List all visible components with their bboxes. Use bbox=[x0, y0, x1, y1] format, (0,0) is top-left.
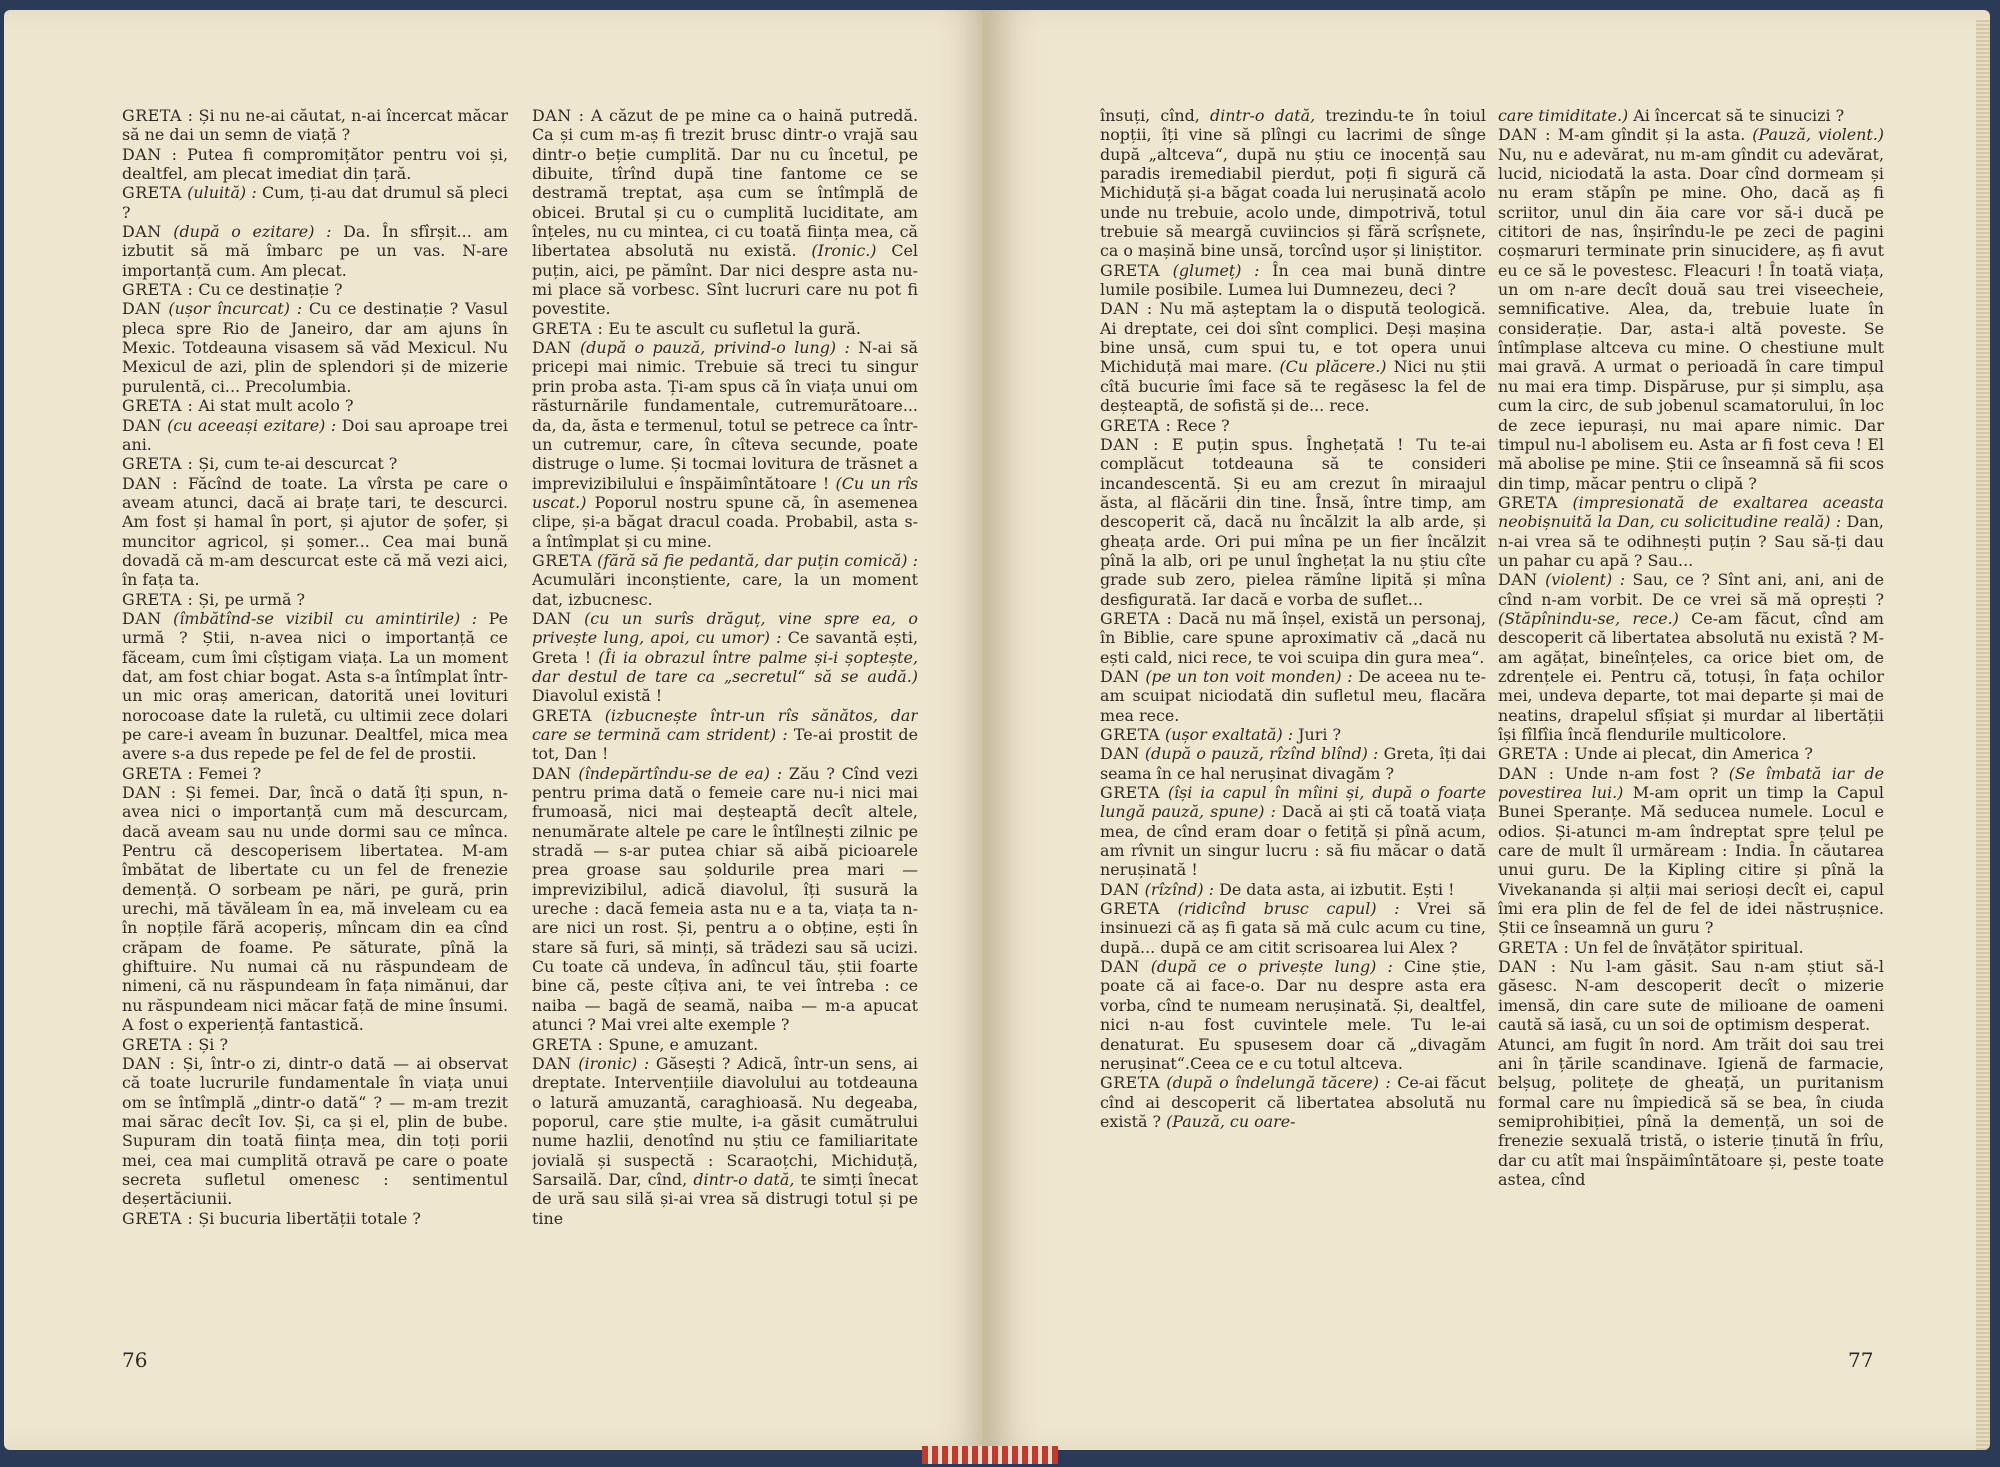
dialogue-paragraph bbox=[1498, 570, 1884, 744]
stage-direction: (ridicînd brusc capul) : bbox=[1159, 899, 1400, 919]
dialogue-text: Cu ce destinație ? Vasul pleca spre Rio de Janeiro, dar am ajuns în Mexic. Totdeauna visasem să văd Mexicul. Nu Mexicul de azi, plin de splendori și de mizerie purulentă, ci... Precolumbia. bbox=[122, 299, 508, 396]
speaker-name: DAN bbox=[122, 222, 162, 242]
dialogue-paragraph bbox=[532, 106, 918, 319]
speaker-name: DAN bbox=[532, 608, 572, 628]
dialogue-text: Și, pe urmă ? bbox=[193, 589, 306, 609]
dialogue-paragraph bbox=[122, 299, 508, 396]
stage-direction: (după ce o privește lung) : bbox=[1139, 957, 1393, 977]
stage-direction: (Ironic.) bbox=[796, 241, 877, 261]
text-column-4 bbox=[1498, 106, 1884, 1336]
speaker-name: GRETA : bbox=[1100, 415, 1172, 435]
dialogue-paragraph bbox=[1100, 725, 1486, 744]
stage-direction: (cu un surîs drăguț, vine spre ea, o privește lung, apoi, cu umor) : bbox=[532, 608, 918, 648]
dialogue-paragraph bbox=[122, 454, 508, 473]
dialogue-paragraph bbox=[1498, 957, 1884, 1034]
dialogue-text: Și bucuria libertății totale ? bbox=[193, 1208, 421, 1228]
speaker-name: DAN bbox=[532, 338, 572, 358]
dialogue-paragraph bbox=[122, 1035, 508, 1054]
dialogue-paragraph bbox=[122, 1209, 508, 1228]
stage-direction: (rîzînd) : bbox=[1139, 879, 1215, 899]
speaker-name: GRETA : bbox=[122, 589, 194, 609]
right-page bbox=[990, 10, 1990, 1450]
dialogue-text: Dacă nu mă înșel, există un personaj, în Biblie, care spune aproximativ că „dacă nu ești cald, nici rece, te voi scuipa din gura mea“. bbox=[1100, 608, 1486, 667]
dialogue-paragraph bbox=[1498, 1035, 1884, 1190]
dialogue-text: Spune, e amuzant. bbox=[603, 1034, 759, 1054]
stage-direction: (impresionată de exaltarea aceasta neobișnuită la Dan, cu solicitudine reală) : bbox=[1498, 492, 1884, 532]
dialogue-text: A căzut de pe mine ca o haină putredă. Ca și cum m-aș fi trezit brusc dintr-o vrajă sau dintr-o beție cumplită. Dar nu cu încetul, pe dibuite, tîrînd după tine fantome ce se destramă treptat, așa cum se întîmplă de obicei. Brutal și cu o cumplită luciditate, am înțeles, nu cu mintea, ci cu toată ființa mea, că libertatea absolută nu există. bbox=[532, 106, 918, 261]
dialogue-paragraph bbox=[532, 1054, 918, 1228]
speaker-name: GRETA : bbox=[122, 763, 194, 783]
dialogue-text: trezindu-te în toiul nopții, îți vine să plîngi cu lacrimi de sînge după „altceva“, după nu știu ce inocență sau paradis iremediabil pierdut, poți fi sigură că Michiduță și-a băgat coada lui nerușinată acolo unde nu trebuie, acolo unde, dimpotrivă, totul trebuie să meargă cuviincios și fără scrîșnete, ca o mașină bine unsă, torcînd ușor și liniștitor. bbox=[1100, 106, 1486, 261]
stage-direction: (Stăpînindu-se, rece.) bbox=[1498, 608, 1679, 628]
speaker-name: DAN bbox=[122, 415, 162, 435]
dialogue-text: Zău ? Cînd vezi pentru prima dată o femeie care nu-i nici mai frumoasă, nici mai deșteaptă decît altele, nenumărate altele pe care le întîlnești zilnic pe stradă — s-ar putea chiar să aibă picioarele prea groase sau șoldurile prea mari — imprevizibilul, adică diavolul, îți susură la ureche : dacă femeia asta nu e a ta, viața ta n-are nici un rost. Și, pentru a o obține, ești în stare să furi, să minți, să trădezi sau să ucizi. Cu toate că undeva, în adîncul tău, știi foarte bine că, peste cîțiva ani, te vei întreba : ce naiba — bagă de seamă, naiba — m-a apucat atunci ? Mai vrei alte exemple ? bbox=[532, 763, 918, 1035]
speaker-name: GRETA : bbox=[122, 1208, 194, 1228]
dialogue-paragraph bbox=[122, 145, 508, 184]
speaker-name: GRETA : bbox=[1498, 937, 1570, 957]
dialogue-text: M-am gîndit și la asta. bbox=[1550, 125, 1746, 145]
stage-direction: (Cu un rîs uscat.) bbox=[532, 473, 918, 512]
stage-direction: (pe un ton voit monden) : bbox=[1139, 666, 1353, 686]
dialogue-text: Vrei să insinuezi că aș fi gata să mă culc acum cu tine, după... după ce am citit scrisoarea lui Alex ? bbox=[1100, 899, 1486, 957]
dialogue-paragraph bbox=[1498, 744, 1884, 763]
stage-direction: (Se îmbată iar de povestirea lui.) bbox=[1498, 763, 1884, 803]
dialogue-paragraph bbox=[1498, 938, 1884, 957]
stage-direction: (își ia capul în mîini și, după o foarte lungă pauză, spune) : bbox=[1100, 783, 1486, 822]
speaker-name: DAN bbox=[532, 1053, 572, 1073]
speaker-name: DAN bbox=[1100, 957, 1140, 977]
dialogue-paragraph bbox=[1100, 957, 1486, 1073]
dialogue-text: Pe urmă ? Știi, n-avea nici o importanță ce făceam, cum îmi cîștigam viața. La un moment dat, am fost chiar bogat. Asta s-a întîmplat într-un mic oraș american, datorită unei lovituri norocoase date la ruletă, cu ultimii zece dolari pe care-i aveam în buzunar. Dealtfel, mica mea avere s-a dus repede pe fel de fel de prostii. bbox=[122, 608, 508, 764]
dialogue-paragraph bbox=[122, 280, 508, 299]
dialogue-paragraph bbox=[532, 319, 918, 338]
dialogue-text: Ce-ai făcut cînd ai descoperit că libertatea absolută nu există ? bbox=[1100, 1073, 1486, 1131]
dialogue-text: De data asta, ai izbutit. Ești ! bbox=[1214, 879, 1455, 899]
dialogue-text: Și, într-o zi, dintr-o dată — ai observat că toate lucrurile fundamentale în viața unui om se întîmplă „dintr-o dată“ ? — m-am trezit mai sărac decît Iov. Și, ca și el, plin de bube. Supuram din toată ființa mea, din toți porii mei, cea mai cumplită otravă pe care o poate secreta sufletul omenesc : sentimentul deșertăciunii. bbox=[122, 1053, 508, 1209]
dialogue-text: Greta, îți dai seama în ce hal nerușinat divagăm ? bbox=[1100, 744, 1486, 783]
dialogue-text: Unde n-am fost ? bbox=[1554, 763, 1719, 783]
page-number-right: 77 bbox=[1848, 1348, 1874, 1372]
dialogue-paragraph bbox=[122, 396, 508, 415]
dialogue-text: Doi sau aproape trei ani. bbox=[122, 415, 508, 454]
speaker-name: DAN : bbox=[532, 106, 585, 125]
dialogue-text: Eu te ascult cu sufletul la gură. bbox=[603, 318, 861, 338]
speaker-name: DAN bbox=[122, 299, 162, 319]
dialogue-text: Te-ai prostit de tot, Dan ! bbox=[532, 725, 918, 764]
dialogue-paragraph bbox=[122, 609, 508, 764]
dialogue-text: Rece ? bbox=[1171, 415, 1230, 435]
speaker-name: DAN : bbox=[122, 1053, 176, 1073]
stage-direction: (violent) : bbox=[1537, 570, 1626, 590]
dialogue-text: Ai stat mult acolo ? bbox=[193, 396, 354, 416]
stage-direction: (ușor încurcat) : bbox=[161, 299, 303, 319]
speaker-name: GRETA bbox=[1100, 899, 1160, 919]
stage-direction: (îmbătînd-se vizibil cu amintirile) : bbox=[161, 608, 478, 628]
dialogue-paragraph bbox=[122, 1054, 508, 1209]
speaker-name: GRETA bbox=[1100, 260, 1160, 280]
dialogue-paragraph bbox=[532, 1035, 918, 1054]
dialogue-paragraph bbox=[1100, 1073, 1486, 1131]
dialogue-text: E puțin spus. Înghețată ! Tu te-ai complăcut totdeauna să te consideri incandescentă. Și eu am crezut în miraajul ăsta, al flăcării din tine. Însă, între timp, am descoperit că, dacă nu încălzit la alb arde, și gheața arde. Ori pui mîna pe un fier încălzit pînă la alb, ori pe unul înghețat la nu știu cîte grade sub zero, pielea rămîne lipită și mîna desfigurată. Iar dacă e vorba de suflet... bbox=[1100, 434, 1486, 609]
speaker-name: GRETA : bbox=[1100, 608, 1173, 628]
dialogue-text: Dacă ai ști că toată viața mea, de cînd eram doar o fetiță și pînă acum, am rîvnit un singur lucru : să fiu măcar o dată nerușinată ! bbox=[1100, 802, 1486, 880]
stage-direction: dintr-o dată, bbox=[1199, 106, 1316, 125]
stage-direction: (Pauză, cu oare- bbox=[1161, 1111, 1296, 1131]
dialogue-text: Cine știe, poate că ai face-o. Dar nu despre asta era vorba, cînd te numeam nerușinată. Și, dealtfel, nici n-au fost cuvintele mele. Tu le-ai denaturat. Eu spusesem doar că „divagăm nerușinat“.Ceea ce e cu totul altceva. bbox=[1100, 957, 1486, 1073]
dialogue-text: Cum, ți-au dat drumul să pleci ? bbox=[122, 183, 508, 222]
dialogue-text: Nu mă așteptam la o dispută teologică. Ai dreptate, cei doi sînt complici. Deși mașina bine unsă, cum spui tu, e tot opera unui Michiduță mai mare. bbox=[1100, 299, 1486, 377]
dialogue-paragraph bbox=[122, 783, 508, 1034]
dialogue-text: Un fel de învățător spiritual. bbox=[1569, 937, 1804, 957]
dialogue-text: Și, cum te-ai descurcat ? bbox=[193, 454, 398, 474]
dialogue-paragraph bbox=[1498, 493, 1884, 570]
dialogue-text: Dan, n-ai vrea să te odihnești puțin ? Sau să-ți dau un pahar cu apă ? Sau... bbox=[1498, 512, 1884, 570]
stage-direction: (uluită) : bbox=[181, 183, 257, 203]
speaker-name: DAN bbox=[1100, 744, 1140, 764]
dialogue-paragraph bbox=[1498, 764, 1884, 938]
dialogue-text: Nu, nu e adevărat, nu m-am gîndit cu adevărat, lucid, niciodată la asta. Doar cînd dormeam și nu eram stăpîn pe mine. Oho, dacă aș fi scriitor, unul din ăia care vor să-i ducă pe cititori de nas, înșirîndu-le pe zeci de pagini coșmaruri terminate prin sinucidere, aș fi avut eu ce să le povestesc. Fleacuri ! În toată viața, un om n-are decît două sau trei viseecheie, semnificative. Alea, da, trebuie luate în considerație. Dar, asta-i altă poveste. Se întîmplase altceva cu mine. O chestiune mult mai gravă. A urmat o perioadă în care timpul nu mai era timp. Dispăruse, pur și simplu, așa cum la circ, de sub jobenul scamatorului, în loc de zece iepurași, nu mai apare nimic. Dar timpul nu-l abolisem eu. Asta ar fi fost ceva ! El mă abolise pe mine. Știi ce înseamnă să fii scos din timp, măcar pentru o clipă ? bbox=[1498, 144, 1884, 493]
dialogue-text: Găsești ? Adică, într-un sens, ai dreptate. Intervențiile diavolului au totdeauna o latură amuzantă, caraghioasă. Nu degeaba, poporul, care știe multe, i-a găsit cumătrului nume hazlii, denotînd nu știu ce familiaritate jovială și suspectă : Scaraoțchi, Michiduță, Sarsailă. Dar, cînd, bbox=[532, 1053, 918, 1189]
dialogue-paragraph bbox=[1100, 744, 1486, 783]
speaker-name: GRETA : bbox=[532, 318, 604, 338]
dialogue-paragraph bbox=[1100, 609, 1486, 667]
dialogue-paragraph bbox=[1100, 783, 1486, 880]
stage-direction: (fără să fie pedantă, dar puțin comică) : bbox=[591, 550, 918, 570]
stage-direction: (după o ezitare) : bbox=[161, 222, 332, 242]
speaker-name: GRETA bbox=[1100, 725, 1160, 744]
dialogue-text: Cu ce destinație ? bbox=[193, 280, 343, 300]
speaker-name: DAN bbox=[122, 608, 162, 628]
stage-direction: care timiditate.) bbox=[1498, 106, 1629, 125]
speaker-name: DAN bbox=[532, 763, 572, 783]
dialogue-text: Acumulări inconștiente, care, la un moment dat, izbucnesc. bbox=[532, 570, 918, 609]
speaker-name: DAN : bbox=[1100, 434, 1159, 454]
speaker-name: DAN : bbox=[122, 144, 178, 164]
dialogue-text: Da. În sfîrșit... am izbutit să mă îmbarc pe un vas. N-are importanță cum. Am plecat. bbox=[122, 222, 508, 280]
stage-direction: (Pauză, violent.) bbox=[1745, 125, 1884, 145]
dialogue-paragraph bbox=[1100, 261, 1486, 300]
dialogue-paragraph bbox=[1100, 435, 1486, 609]
dialogue-paragraph bbox=[122, 106, 508, 145]
speaker-name: DAN : bbox=[1498, 125, 1551, 145]
stage-direction: (cu aceeași ezitare) : bbox=[161, 415, 337, 435]
dialogue-paragraph bbox=[532, 706, 918, 764]
dialogue-text: Atunci, am fugit în nord. Am trăit doi sau trei ani în țările scandinave. Igienă de farmacie, belșug, politețe de gheață, un puritanism formal care nu împiedică să se bea, în ciuda semiprohibiției, pînă la demență, un soi de frenezie sexuală tristă, o isterie ținută în frîu, dar cu atît mai înspăimîntătoare și, peste toate astea, cînd bbox=[1498, 1034, 1884, 1189]
dialogue-text: Putea fi compromițător pentru voi și, dealtfel, am plecat imediat din țară. bbox=[122, 144, 508, 184]
speaker-name: GRETA bbox=[1100, 1073, 1160, 1093]
speaker-name: GRETA bbox=[532, 705, 592, 725]
dialogue-text: Juri ? bbox=[1293, 725, 1341, 744]
stage-direction: (ironic) : bbox=[571, 1053, 650, 1073]
dialogue-text: De aceea nu te-am scuipat niciodată din sufletul meu, flacăra mea rece. bbox=[1100, 666, 1486, 725]
speaker-name: GRETA : bbox=[122, 396, 194, 416]
speaker-name: GRETA : bbox=[1498, 744, 1570, 764]
speaker-name: DAN : bbox=[1498, 957, 1557, 977]
dialogue-text: Nu l-am găsit. Sau n-am știut să-l găsesc. N-am descoperit decît o mizerie imensă, din care sute de milioane de oameni caută să iasă, cu un soi de optimism desperat. bbox=[1498, 957, 1884, 1035]
speaker-name: DAN bbox=[1100, 666, 1140, 686]
dialogue-text: Poporul nostru spune că, în asemenea clipe, și-a băgat dracul coada. Probabil, asta s-a întîmplat și cu mine. bbox=[532, 492, 918, 551]
dialogue-text: Nici nu știi cîtă bucurie îmi face să te regăsesc la fel de deșteaptă, de sofistă și de... rece. bbox=[1100, 357, 1486, 416]
dialogue-text: Făcînd de toate. La vîrsta pe care o aveam atunci, dacă ai brațe tari, te descurci. Am fost și hamal în port, și ajutor de șofer, și muncitor agricol, și șomer... Cea mai bună dovadă că m-am descurcat este că mă vezi aici, în fața ta. bbox=[122, 473, 508, 590]
dialogue-text: Unde ai plecat, din America ? bbox=[1569, 744, 1813, 764]
speaker-name: GRETA : bbox=[122, 1034, 194, 1054]
dialogue-paragraph bbox=[1100, 667, 1486, 725]
speaker-name: GRETA : bbox=[122, 454, 194, 474]
dialogue-paragraph bbox=[1498, 125, 1884, 493]
speaker-name: DAN : bbox=[1498, 763, 1555, 783]
stage-direction: (după o îndelungă tăcere) : bbox=[1159, 1073, 1391, 1093]
speaker-name: DAN : bbox=[122, 783, 177, 803]
stage-direction: (Îi ia obrazul între palme și-i șoptește, dar destul de tare ca „secretul“ să se audă.) bbox=[532, 647, 918, 686]
dialogue-paragraph bbox=[122, 764, 508, 783]
dialogue-text: Și nu ne-ai căutat, n-ai încercat măcar să ne dai un semn de viață ? bbox=[122, 106, 508, 145]
dialogue-paragraph bbox=[532, 551, 918, 609]
page-edge bbox=[1976, 20, 1990, 1450]
dialogue-paragraph bbox=[1498, 106, 1884, 125]
speaker-name: GRETA : bbox=[122, 280, 194, 300]
speaker-name: DAN : bbox=[122, 473, 178, 493]
speaker-name: GRETA : bbox=[122, 106, 194, 125]
dialogue-text: Ai încercat să te sinucizi ? bbox=[1628, 106, 1845, 125]
stage-direction: (izbucnește într-un rîs sănătos, dar care se termină cam strident) : bbox=[532, 705, 918, 744]
dialogue-text: Și femei. Dar, încă o dată îți spun, n-avea nici o importanță cum mă descurcam, dacă aveam sau nu unde dormi sau ce mînca. Pentru că descoperisem libertatea. M-am îmbătat de libertate cu un fel de frenezie demențǎ. O sorbeam pe nări, pe gură, prin urechi, mă tăvăleam în ea, mă inveleam cu ea în nopțile fără acoperiș, mîncam din ea cînd crăpam de foame. Pe săturate, pînă la ghiftuire. Nu numai că nu răspundeam de nimeni, că nu răspundeam în fața nimănui, dar nu răspundeam nici măcar față de mine însumi. A fost o experiență fantastică. bbox=[122, 783, 508, 1035]
speaker-name: GRETA : bbox=[532, 1034, 604, 1054]
dialogue-paragraph bbox=[122, 590, 508, 609]
dialogue-paragraph bbox=[1100, 416, 1486, 435]
page-number-left: 76 bbox=[122, 1348, 148, 1372]
dialogue-paragraph bbox=[532, 609, 918, 706]
speaker-name: DAN : bbox=[1100, 299, 1153, 319]
text-column-2 bbox=[532, 106, 918, 1336]
stage-direction: dintr-o dată, bbox=[687, 1169, 795, 1189]
dialogue-text: Și ? bbox=[193, 1034, 228, 1054]
dialogue-paragraph bbox=[532, 338, 918, 551]
dialogue-paragraph bbox=[122, 474, 508, 590]
dialogue-text: N-ai să pricepi mai nimic. Trebuie să treci tu singur prin proba asta. Ți-am spus că în viața unui om răsturnările fundamentale, cutremurătoare... da, da, ăsta e termenul, totul se petrece ca într-un cutremur, care, în cîteva secunde, poate distruge o lume. Și tocmai lovitura de trăsnet a imprevizibilului e înspăimîntătoare ! bbox=[532, 338, 918, 493]
dialogue-text: te simți înecat de ură sau silă și-ai vrea să distrugi totul și pe tine bbox=[532, 1169, 918, 1228]
speaker-name: DAN bbox=[1100, 879, 1140, 899]
speaker-name: GRETA bbox=[532, 550, 592, 570]
dialogue-text: Ce savantă ești, Greta ! bbox=[532, 628, 918, 667]
stage-direction: (după o pauză, privind-o lung) : bbox=[571, 338, 850, 358]
dialogue-text: În cea mai bună dintre lumile posibile. Lumea lui Dumnezeu, deci ? bbox=[1100, 260, 1486, 300]
dialogue-paragraph bbox=[122, 183, 508, 222]
dialogue-paragraph bbox=[1100, 899, 1486, 957]
dialogue-text: Femei ? bbox=[193, 763, 262, 783]
dialogue-paragraph bbox=[1100, 106, 1486, 261]
text-column-1 bbox=[122, 106, 508, 1336]
dialogue-paragraph bbox=[122, 222, 508, 280]
dialogue-text: Cel puțin, aici, pe pămînt. Dar nici despre asta nu-mi place să vorbesc. Sînt lucruri care nu pot fi povestite. bbox=[532, 241, 918, 319]
stage-direction: (după o pauză, rîzînd blînd) : bbox=[1139, 744, 1379, 764]
dialogue-paragraph bbox=[532, 764, 918, 1035]
dialogue-paragraph bbox=[1100, 880, 1486, 899]
stage-direction: (Cu plăcere.) bbox=[1272, 357, 1387, 377]
left-page bbox=[4, 10, 986, 1450]
ribbon-bookmark bbox=[922, 1446, 1058, 1464]
text-column-3 bbox=[1100, 106, 1486, 1336]
stage-direction: (îndepărtîndu-se de ea) : bbox=[571, 763, 783, 783]
dialogue-text: M-am oprit un timp la Capul Bunei Speranțe. Mă seducea numele. Locul e odios. Și-atunci m-am îndreptat spre țelul pe care de mult îl urmăream : India. În căutarea unui guru. De la Kipling citire și pînă la Vivekananda și alții mai serioși decît ei, capul îmi era plin de fel de fel de idei năstrușnice. Știi ce înseamnă un guru ? bbox=[1498, 783, 1884, 938]
stage-direction: (ușor exaltată) : bbox=[1159, 725, 1294, 744]
dialogue-paragraph bbox=[122, 416, 508, 455]
speaker-name: DAN bbox=[1498, 570, 1538, 590]
dialogue-text: Diavolul există ! bbox=[532, 686, 663, 706]
dialogue-text: Sau, ce ? Sînt ani, ani, ani de cînd n-am vorbit. De ce vrei să mă oprești ? bbox=[1498, 570, 1884, 609]
speaker-name: GRETA bbox=[1100, 783, 1160, 803]
speaker-name: GRETA bbox=[1498, 492, 1558, 512]
dialogue-text: Ce-am făcut, cînd am descoperit că libertatea absolută nu există ? M-am agățat, bineînțeles, ca orice biet om, de zdrențele ei. Pentru că, totuși, în fața ochilor mei, undeva departe, tot mai departe și mai de neatins, drapelul sfîșiat și murdar al libertății își fîlfîia încă flendurile multicolore. bbox=[1498, 608, 1884, 744]
dialogue-paragraph bbox=[1100, 299, 1486, 415]
speaker-name: GRETA bbox=[122, 183, 182, 203]
dialogue-text: însuți, cînd, bbox=[1100, 106, 1200, 125]
stage-direction: (glumeț) : bbox=[1159, 260, 1260, 280]
